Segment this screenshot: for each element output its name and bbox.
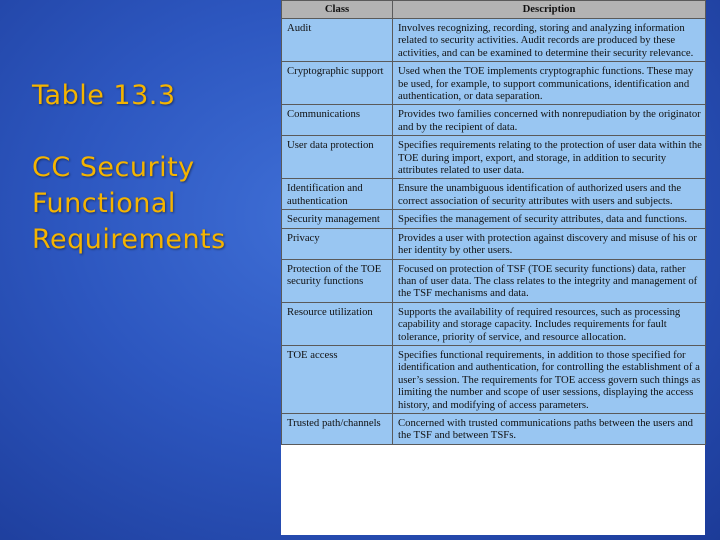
- description-cell: Focused on protection of TSF (TOE security functions) data, rather than of user data. The class relates to the integrity and management of the TSF mechanisms and data.: [393, 259, 706, 302]
- description-cell: Supports the availability of required resources, such as processing capability and storage capacity. Includes requirements for fault tolerance, priority of service, and resource allocation.: [393, 302, 706, 345]
- table-row: [282, 413, 706, 444]
- table-row: [282, 179, 706, 210]
- description-cell: Specifies functional requirements, in addition to those specified for identification and authentication, for controlling the establishment of a user’s session. The requirements for TOE access govern such things as limiting the number and scope of user sessions, displaying the access history, and modifying of access parameters.: [393, 345, 706, 413]
- class-cell: Security management: [282, 210, 393, 228]
- description-cell: Concerned with trusted communications paths between the users and the TSF and between TSFs.: [393, 413, 706, 444]
- table-row: [282, 105, 706, 136]
- description-cell: Provides two families concerned with nonrepudiation by the originator and by the recipient of data.: [393, 105, 706, 136]
- title-table-number: Table 13.3: [32, 80, 176, 111]
- class-cell: Communications: [282, 105, 393, 136]
- description-cell: Specifies the management of security attributes, data and functions.: [393, 210, 706, 228]
- description-cell: Ensure the unambiguous identification of authorized users and the correct association of security attributes with users and subjects.: [393, 179, 706, 210]
- class-cell: Identification and authentication: [282, 179, 393, 210]
- class-cell: Resource utilization: [282, 302, 393, 345]
- table-row: [282, 136, 706, 179]
- table-row: [282, 62, 706, 105]
- table-row: [282, 345, 706, 413]
- class-cell: Trusted path/channels: [282, 413, 393, 444]
- slide-title: [32, 78, 277, 258]
- description-cell: Involves recognizing, recording, storing and analyzing information related to security activities. Audit records are produced by these activities, and can be examined to determine their security relevance.: [393, 19, 706, 62]
- class-cell: Audit: [282, 19, 393, 62]
- class-cell: TOE access: [282, 345, 393, 413]
- table-row: [282, 302, 706, 345]
- class-cell: User data protection: [282, 136, 393, 179]
- description-cell: Specifies requirements relating to the protection of user data within the TOE during import, export, and storage, in addition to security attributes related to user data.: [393, 136, 706, 179]
- requirements-table: [281, 0, 706, 445]
- title-line-functional: Functional: [32, 188, 176, 219]
- title-spacer: [32, 114, 277, 150]
- class-cell: Cryptographic support: [282, 62, 393, 105]
- class-cell: Protection of the TOE security functions: [282, 259, 393, 302]
- title-line-requirements: Requirements: [32, 224, 226, 255]
- table-bottom-margin: [281, 445, 705, 459]
- table-row: [282, 259, 706, 302]
- description-cell: Used when the TOE implements cryptographic functions. These may be used, for example, to support communications, identification and authentication, or data separation.: [393, 62, 706, 105]
- header-class: Class: [282, 1, 393, 19]
- class-cell: Privacy: [282, 228, 393, 259]
- table-row: [282, 210, 706, 228]
- title-line-cc-security: CC Security: [32, 152, 195, 183]
- table-row: [282, 228, 706, 259]
- table-header-row: [282, 1, 706, 19]
- description-cell: Provides a user with protection against discovery and misuse of his or her identity by other users.: [393, 228, 706, 259]
- header-description: Description: [393, 1, 706, 19]
- table-row: [282, 19, 706, 62]
- requirements-table-panel: [281, 0, 705, 535]
